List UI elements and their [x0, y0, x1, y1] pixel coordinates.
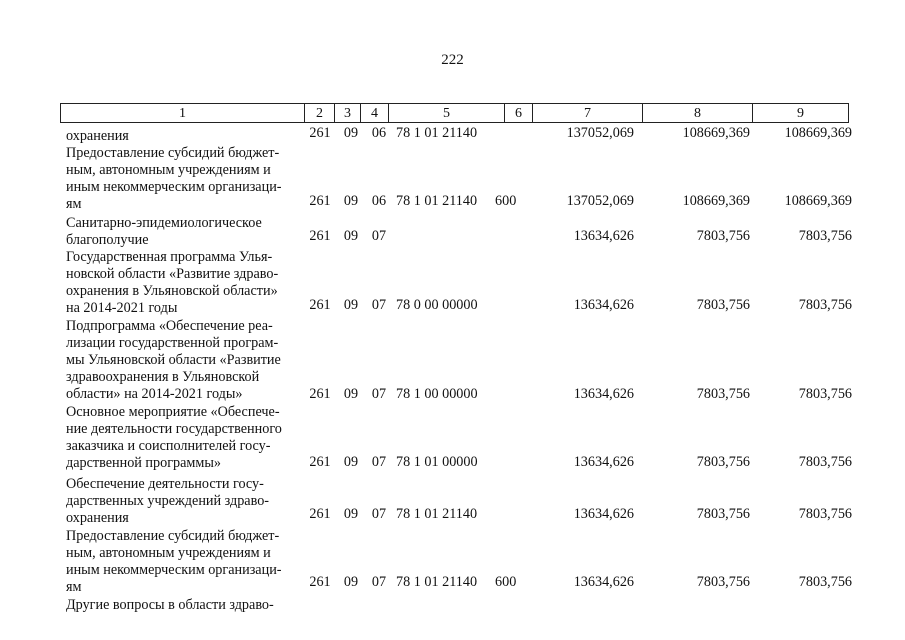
header-cell-4: 4 — [360, 103, 388, 123]
cell-amount-col9: 7803,756 — [798, 297, 852, 313]
cell-amount-col7: 13634,626 — [573, 454, 634, 470]
cell-ministry: 261 — [309, 386, 331, 402]
cell-ministry: 261 — [309, 506, 331, 522]
cell-amount-col7: 13634,626 — [573, 506, 634, 522]
cell-target-article: 78 1 01 00000 — [396, 454, 478, 470]
row-description: Государственная программа Улья- новской области «Развитие здраво- охранения в Ульяновской области» на 2014-2021 годы — [66, 249, 279, 316]
cell-ministry: 261 — [309, 574, 331, 590]
cell-amount-col8: 7803,756 — [696, 574, 750, 590]
row-description: охранения — [66, 128, 129, 144]
cell-amount-col7: 13634,626 — [573, 297, 634, 313]
header-cell-1: 1 — [60, 103, 304, 123]
cell-subsection: 07 — [371, 386, 387, 402]
row-description: Предоставление субсидий бюджет- ным, автономным учреждениям и иным некоммерческим организаци- ям — [66, 145, 282, 212]
row-description: Основное мероприятие «Обеспече- ние деятельности государственного заказчика и соисполнителей госу- дарственной программы» — [66, 404, 282, 471]
cell-amount-col9: 108669,369 — [784, 193, 852, 209]
cell-subsection: 07 — [371, 297, 387, 313]
row-description: Предоставление субсидий бюджет- ным, автономным учреждениям и иным некоммерческим организаци- ям — [66, 528, 282, 595]
cell-amount-col9: 7803,756 — [798, 454, 852, 470]
cell-section: 09 — [343, 454, 359, 470]
cell-amount-col7: 137052,069 — [566, 193, 634, 209]
cell-section: 09 — [343, 193, 359, 209]
cell-target-article: 78 1 01 21140 — [396, 506, 478, 522]
cell-section: 09 — [343, 228, 359, 244]
cell-ministry: 261 — [309, 454, 331, 470]
cell-section: 09 — [343, 386, 359, 402]
cell-amount-col8: 7803,756 — [696, 228, 750, 244]
header-cell-2: 2 — [304, 103, 334, 123]
cell-subsection: 07 — [371, 454, 387, 470]
row-values — [0, 192, 905, 210]
row-values — [0, 573, 905, 591]
cell-ministry: 261 — [309, 297, 331, 313]
cell-amount-col7: 13634,626 — [573, 386, 634, 402]
cell-ministry: 261 — [309, 125, 331, 141]
cell-target-article: 78 0 00 00000 — [396, 297, 478, 313]
cell-ministry: 261 — [309, 193, 331, 209]
cell-amount-col9: 7803,756 — [798, 386, 852, 402]
cell-target-article: 78 1 00 00000 — [396, 386, 478, 402]
row-values — [0, 453, 905, 471]
cell-amount-col7: 13634,626 — [573, 574, 634, 590]
cell-amount-col8: 7803,756 — [696, 506, 750, 522]
cell-amount-col9: 108669,369 — [784, 125, 852, 141]
cell-amount-col7: 137052,069 — [566, 125, 634, 141]
cell-section: 09 — [343, 125, 359, 141]
cell-amount-col9: 7803,756 — [798, 506, 852, 522]
cell-amount-col9: 7803,756 — [798, 228, 852, 244]
cell-expense-type: 600 — [495, 193, 517, 209]
row-description: Обеспечение деятельности госу- дарственных учреждений здраво- охранения — [66, 476, 270, 526]
cell-target-article: 78 1 01 21140 — [396, 193, 478, 209]
row-values — [0, 124, 905, 142]
header-cell-6: 6 — [504, 103, 532, 123]
header-cell-5: 5 — [388, 103, 504, 123]
header-cell-7: 7 — [532, 103, 642, 123]
cell-amount-col8: 7803,756 — [696, 297, 750, 313]
cell-target-article: 78 1 01 21140 — [396, 125, 478, 141]
cell-subsection: 06 — [371, 125, 387, 141]
row-values — [0, 296, 905, 314]
row-values — [0, 385, 905, 403]
cell-ministry: 261 — [309, 228, 331, 244]
cell-section: 09 — [343, 574, 359, 590]
cell-subsection: 07 — [371, 506, 387, 522]
cell-subsection: 07 — [371, 574, 387, 590]
cell-amount-col8: 7803,756 — [696, 454, 750, 470]
cell-section: 09 — [343, 297, 359, 313]
row-description: Другие вопросы в области здраво- — [66, 597, 274, 613]
cell-amount-col8: 108669,369 — [682, 125, 750, 141]
header-cell-3: 3 — [334, 103, 360, 123]
row-description: Санитарно-эпидемиологическое благополучие — [66, 215, 262, 248]
cell-section: 09 — [343, 506, 359, 522]
row-values — [0, 505, 905, 523]
row-values — [0, 227, 905, 245]
cell-target-article: 78 1 01 21140 — [396, 574, 478, 590]
cell-amount-col8: 7803,756 — [696, 386, 750, 402]
cell-subsection: 07 — [371, 228, 387, 244]
cell-amount-col8: 108669,369 — [682, 193, 750, 209]
header-cell-8: 8 — [642, 103, 752, 123]
cell-subsection: 06 — [371, 193, 387, 209]
cell-expense-type: 600 — [495, 574, 517, 590]
page-number: 222 — [441, 52, 464, 68]
cell-amount-col7: 13634,626 — [573, 228, 634, 244]
row-description: Подпрограмма «Обеспечение реа- лизации государственной програм- мы Ульяновской области «Развитие здравоохранения в Ульяновской области» на 2014-2021 годы» — [66, 318, 281, 402]
header-cell-9: 9 — [752, 103, 849, 123]
cell-amount-col9: 7803,756 — [798, 574, 852, 590]
